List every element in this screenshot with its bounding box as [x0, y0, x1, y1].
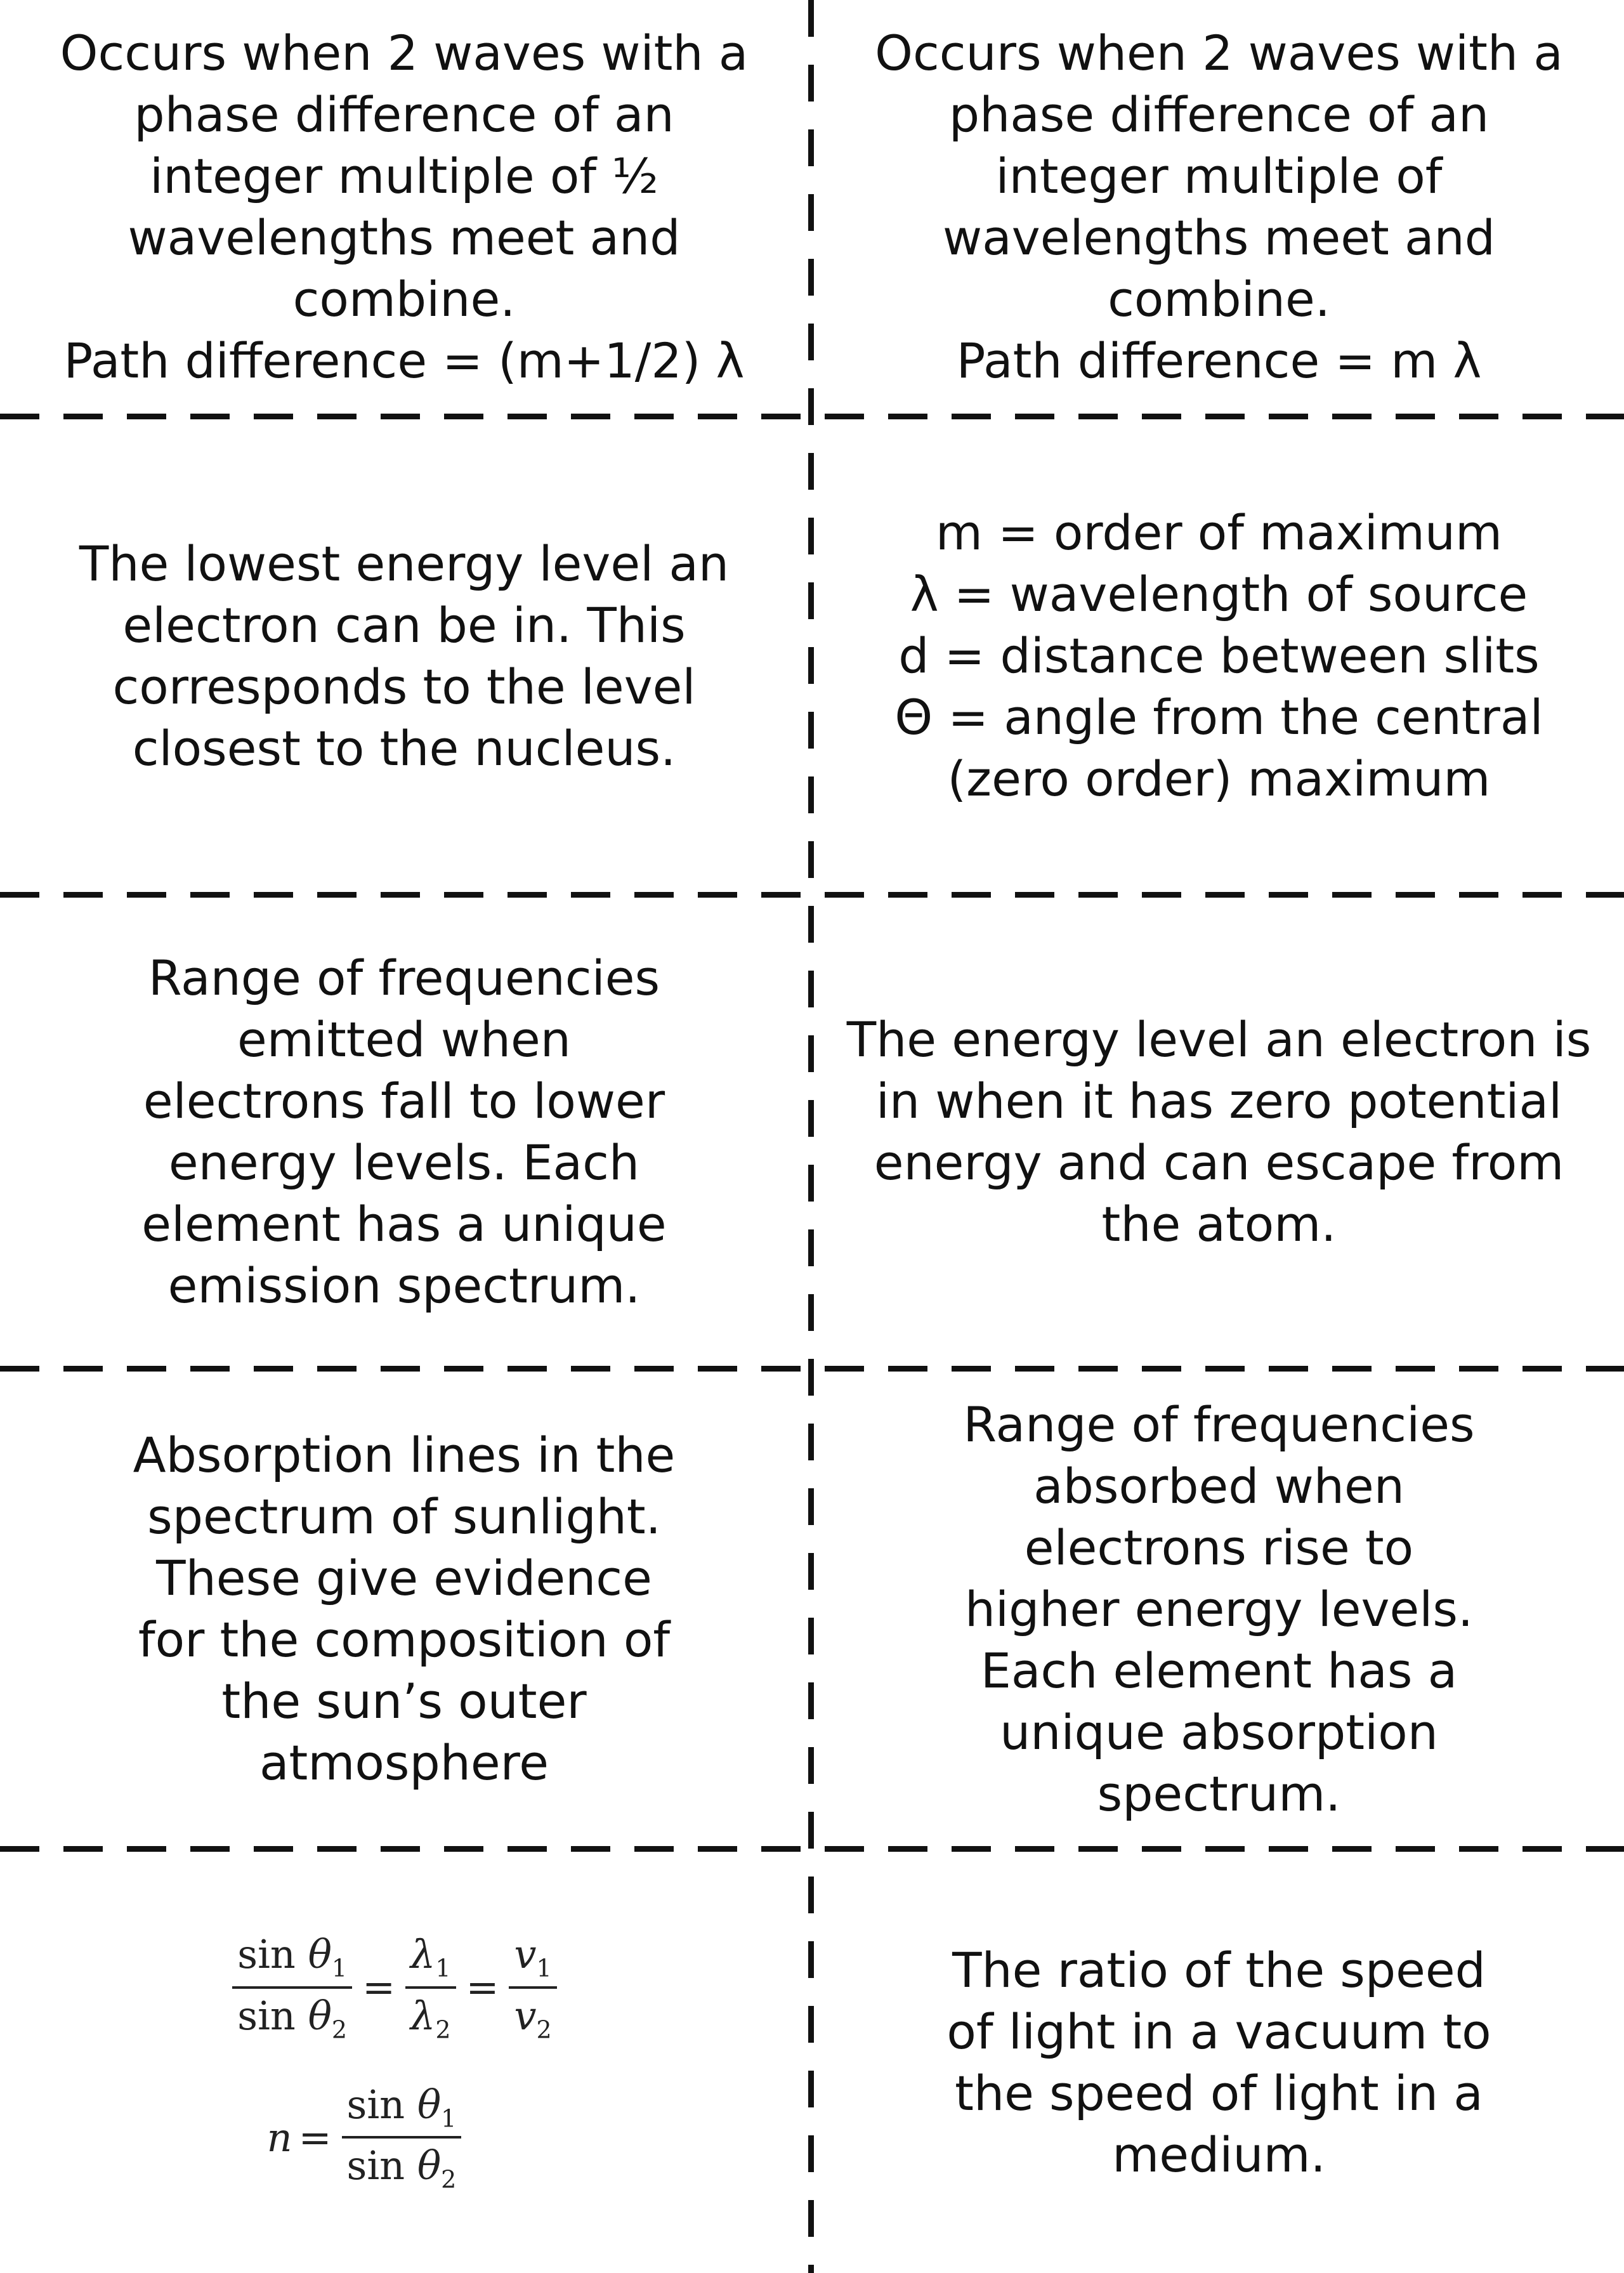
sin-text: sin	[346, 2142, 405, 2189]
text-line: These give evidence	[156, 1550, 652, 1606]
text-line: The energy level an electron is	[846, 1011, 1592, 1068]
text-line: of light in a vacuum to	[946, 2003, 1491, 2060]
equals-sign: =	[466, 1964, 499, 2011]
fraction-sin-theta	[342, 2081, 462, 2194]
text-line: the speed of light in a	[955, 2065, 1483, 2121]
text-line: electron can be in. This	[122, 596, 686, 653]
card-absorption-spectrum	[814, 1372, 1624, 1846]
equals-sign: =	[298, 2114, 332, 2161]
text-line: m = order of maximum	[935, 504, 1503, 561]
card-snell-law-formulas	[0, 1852, 808, 2273]
subscript: 1	[441, 2104, 457, 2133]
lambda-symbol: λ	[410, 1992, 436, 2039]
subscript: 1	[435, 1954, 451, 1982]
card-emission-spectrum	[0, 898, 808, 1366]
text-line: Range of frequencies	[963, 1396, 1475, 1453]
text-line: Occurs when 2 waves with a	[60, 25, 749, 81]
card-ionisation-level	[814, 898, 1624, 1366]
text-line: d = distance between slits	[898, 627, 1540, 684]
text-line: energy levels. Each	[168, 1134, 640, 1191]
text-line: electrons fall to lower	[143, 1073, 665, 1129]
text-line: combine.	[292, 271, 516, 327]
text-line: emission spectrum.	[167, 1257, 641, 1314]
lambda-symbol: λ	[410, 1931, 436, 1978]
text-line: absorbed when	[1033, 1457, 1405, 1514]
card-text	[946, 1939, 1491, 2185]
horizontal-cut-line-3	[0, 1366, 1624, 1372]
sin-text: sin	[237, 1931, 296, 1978]
snell-ratio-formula	[228, 1931, 560, 2043]
card-destructive-interference	[0, 0, 808, 414]
card-fraunhofer-lines	[0, 1372, 808, 1846]
text-line: integer multiple of	[995, 148, 1443, 204]
card-text	[894, 502, 1543, 809]
text-line: Occurs when 2 waves with a	[875, 25, 1563, 81]
fraction-velocity	[509, 1931, 556, 2043]
text-line: emitted when	[237, 1011, 571, 1068]
sin-text: sin	[237, 1992, 296, 2039]
card-text	[133, 1424, 676, 1793]
sin-text: sin	[346, 2081, 405, 2128]
text-line: spectrum of sunlight.	[147, 1488, 661, 1545]
text-line: spectrum.	[1097, 1765, 1341, 1822]
formula-block	[237, 1931, 560, 2194]
text-line: closest to the nucleus.	[132, 719, 676, 776]
subscript: 1	[536, 1954, 552, 1982]
text-line: corresponds to the level	[112, 658, 696, 715]
subscript: 2	[536, 2015, 552, 2043]
velocity-symbol: v	[514, 1992, 537, 2039]
text-line: electrons rise to	[1024, 1519, 1414, 1576]
text-line: higher energy levels.	[964, 1580, 1474, 1637]
text-line: for the composition of	[138, 1611, 671, 1668]
velocity-symbol: v	[514, 1931, 537, 1978]
subscript: 2	[331, 2015, 348, 2043]
text-line: (zero order) maximum	[947, 750, 1491, 807]
text-line: element has a unique	[141, 1196, 667, 1252]
text-line: atmosphere	[259, 1734, 549, 1791]
text-line: The lowest energy level an	[79, 535, 730, 592]
horizontal-cut-line-4	[0, 1846, 1624, 1852]
text-line: Each element has a	[980, 1642, 1458, 1699]
card-text	[875, 22, 1563, 391]
text-line: Θ = angle from the central	[894, 689, 1543, 745]
card-ground-state	[0, 419, 808, 892]
text-line: phase difference of an	[948, 86, 1490, 143]
theta-symbol: θ	[308, 1931, 332, 1978]
fraction-lambda	[405, 1931, 455, 2043]
text-line: The ratio of the speed	[952, 1942, 1486, 1998]
card-grating-variables	[814, 419, 1624, 892]
horizontal-cut-line-1	[0, 414, 1624, 419]
card-text	[141, 947, 666, 1316]
text-line: wavelengths meet and	[943, 209, 1495, 266]
text-line: phase difference of an	[134, 86, 674, 143]
vertical-cut-line	[808, 0, 814, 2273]
fraction-sin-theta	[232, 1931, 352, 2043]
theta-symbol: θ	[308, 1992, 332, 2039]
text-line: unique absorption	[1000, 1703, 1438, 1760]
card-text	[79, 533, 729, 779]
text-line: Path difference = (m+1/2) λ	[63, 332, 745, 389]
subscript: 2	[441, 2165, 457, 2194]
card-constructive-interference	[814, 0, 1624, 414]
card-text	[963, 1394, 1474, 1824]
text-line: the sun’s outer	[221, 1673, 587, 1729]
card-text	[60, 22, 749, 391]
text-line: integer multiple of ½	[150, 148, 658, 204]
text-line: wavelengths meet and	[128, 209, 681, 266]
text-line: Path difference = m λ	[956, 332, 1482, 389]
text-line: medium.	[1112, 2126, 1326, 2183]
text-line: combine.	[1108, 271, 1330, 327]
equals-sign: =	[362, 1964, 396, 2011]
theta-symbol: θ	[417, 2142, 442, 2189]
card-refractive-index-definition	[814, 1852, 1624, 2273]
text-line: energy and can escape from	[874, 1134, 1564, 1191]
subscript: 2	[435, 2015, 451, 2043]
n-symbol: n	[266, 2114, 292, 2161]
horizontal-cut-line-2	[0, 892, 1624, 898]
text-line: Range of frequencies	[148, 950, 660, 1006]
card-text	[847, 1009, 1592, 1255]
refractive-index-formula	[267, 2081, 466, 2194]
text-line: Absorption lines in the	[133, 1427, 676, 1483]
text-line: in when it has zero potential	[875, 1073, 1562, 1129]
text-line: the atom.	[1101, 1196, 1337, 1252]
subscript: 1	[331, 1954, 348, 1982]
theta-symbol: θ	[417, 2081, 442, 2128]
text-line: λ = wavelength of source	[910, 566, 1528, 622]
